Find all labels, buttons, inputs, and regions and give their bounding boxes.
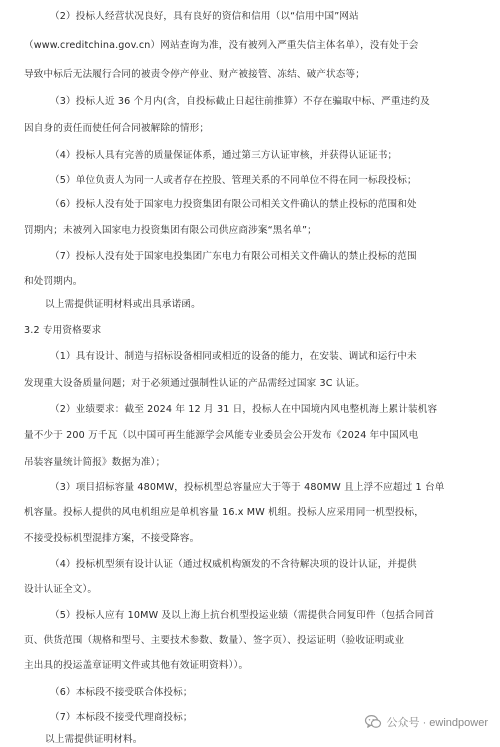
text-line: （7）本标段不接受代理商投标； xyxy=(50,712,193,723)
text-line: （3）投标人近 36 个月内(含，自投标截止日起往前推算）不存在骗取中标、严重违约及 xyxy=(50,96,430,107)
text-line: 机容量。投标人提供的风电机组应是单机容量 16.x MW 机组。投标人应采用同一机型投标， xyxy=(24,507,424,518)
text-line: 不接受投标机型混排方案，不接受降容。 xyxy=(24,533,200,544)
text-line: 以上需提供证明材料或出具承诺函。 xyxy=(45,299,201,310)
text-line: 页、供货范围（规格和型号、主要技术参数、数量）、签字页）、投运证明（验收证明或业 xyxy=(24,635,405,646)
text-line: 吊装容量统计简报》数据为准）； xyxy=(24,457,166,468)
text-line: （6）投标人没有处于国家电力投资集团有限公司相关文件确认的禁止投标的范围和处 xyxy=(50,199,417,210)
text-line: 量不少于 200 万千瓦（以中国可再生能源学会风能专业委员会公开发布《2024 年中国风电 xyxy=(24,430,419,441)
text-line: （5）投标人应有 10MW 及以上海上抗台机型投运业绩（需提供合同复印件（包括合同首 xyxy=(50,610,435,621)
text-line: （www.creditchina.gov.cn）网站查询为准，没有被列入严重失信主体名单），没有处于会 xyxy=(24,40,419,51)
watermark-text: 公众号 · ewindpower xyxy=(386,717,488,729)
text-line: （1）具有设计、制造与招标设备相同或相近的设备的能力，在安装、调试和运行中未 xyxy=(50,351,417,362)
text-line: 和处罚期内。 xyxy=(24,276,83,287)
text-line: （4）投标人具有完善的质量保证体系，通过第三方认证审核，并获得认证证书； xyxy=(50,150,398,161)
text-line: 设计认证全文）。 xyxy=(24,584,98,595)
wechat-official-account-icon xyxy=(364,713,382,731)
text-line: 导致中标后无法履行合同的被责令停产停业、财产被接管、冻结、破产状态等； xyxy=(24,69,366,80)
text-line: （2）业绩要求：截至 2024 年 12 月 31 日，投标人在中国境内风电整机海上累计装机容 xyxy=(50,404,438,415)
text-line: 罚期内；未被列入国家电力投资集团有限公司供应商涉案“黑名单”； xyxy=(24,225,317,236)
text-line: （4）投标机型须有设计认证（通过权威机构颁发的不含待解决项的设计认证，并提供 xyxy=(50,559,417,570)
text-line: （7）投标人没有处于国家电投集团广东电力有限公司相关文件确认的禁止投标的范围 xyxy=(50,251,417,262)
text-line: （5）单位负责人为同一人或者存在控股、管理关系的不同单位不得在同一标段投标； xyxy=(50,175,417,186)
text-line: 主出具的投运盖章证明文件或其他有效证明资料））。 xyxy=(24,660,249,671)
text-line: 发现重大设备质量问题；对于必须通过强制性认证的产品需经过国家 3C 认证。 xyxy=(24,378,366,389)
section-heading: 3.2 专用资格要求 xyxy=(24,325,102,336)
text-line: （6）本标段不接受联合体投标； xyxy=(50,687,193,698)
watermark xyxy=(364,713,488,731)
text-line: 因自身的责任而使任何合同被解除的情形； xyxy=(24,123,210,134)
text-line: （3）项目招标容量 480MW，投标机型总容量应大于等于 480MW 且上浮不应超过 1 台单 xyxy=(50,482,445,493)
text-line: （2）投标人经营状况良好，具有良好的资信和信用（以“信用中国”网站 xyxy=(50,11,359,22)
text-line: 以上需提供证明材料。 xyxy=(45,734,143,745)
